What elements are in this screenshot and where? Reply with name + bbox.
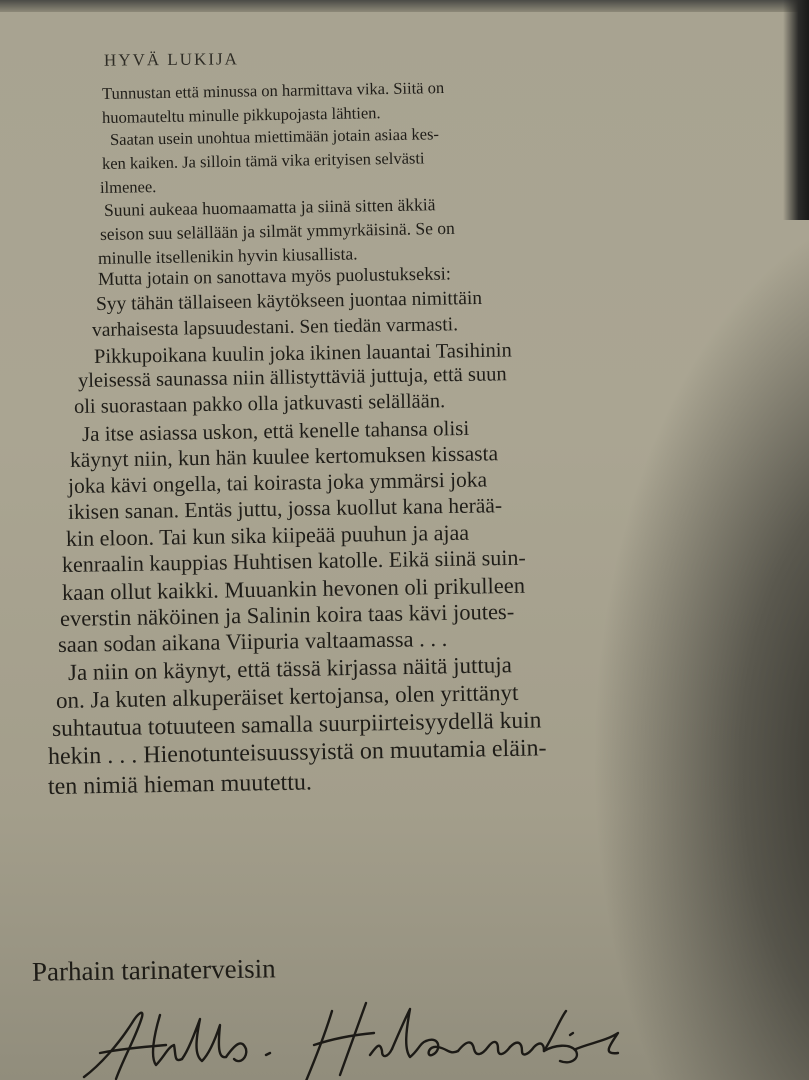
text-line: everstin näköinen ja Salinin koira taas kävi joutes- (59, 598, 515, 631)
text-line: hekin . . . Hienotunteisuussyistä on muutamia eläin- (47, 735, 547, 770)
text-line: yleisessä saunassa niin ällistyttäviä juttuja, että suun (77, 363, 507, 392)
text-line: ken kaiken. Ja silloin tämä vika erityisen selvästi (101, 148, 425, 173)
text-line: oli suorastaan pakko olla jatkuvasti selällään. (73, 390, 446, 418)
text-line: Ja itse asiassa uskon, että kenelle tahansa olisi (81, 415, 470, 446)
text-line: suhtautua totuuteen samalla suurpiirteisyydellä kuin (51, 707, 542, 742)
text-line: Tunnustan että minussa on harmittava vika. Siitä on (101, 78, 445, 103)
text-line: saan sodan aikana Viipuria valtaamassa . . . (57, 625, 448, 657)
text-line: Syy tähän tällaiseen käytökseen juontaa nimittäin (95, 287, 483, 315)
text-line: seison suu selällään ja silmät ymmyrkäisinä. Se on (99, 217, 455, 244)
text-line: käynyt niin, kun hän kuulee kertomuksen kissasta (69, 441, 499, 472)
text-line: ikisen sanan. Entäs juttu, jossa kuollut kana herää- (67, 493, 503, 524)
text-line: Mutta jotain on sanottava myös puolustukseksi: (97, 264, 452, 290)
text-line: kenraalin kauppias Huhtisen katolle. Eikä siinä suin- (61, 544, 526, 577)
page-right-shadow (783, 0, 809, 220)
text-line: ten nimiä hieman muutettu. (47, 769, 313, 800)
text-line: Pikkupoikana kuulin joka ikinen lauantai Tasihinin (93, 339, 512, 368)
text-line: Ja niin on käynyt, että tässä kirjassa näitä juttuja (67, 652, 513, 685)
text-line: Suuni aukeaa huomaamatta ja siinä sitten äkkiä (103, 194, 436, 220)
page-heading: HYVÄ LUKIJA (103, 49, 239, 70)
signature-image (70, 995, 630, 1080)
text-line: kaan ollut kaikki. Muuankin hevonen oli prikulleen (61, 572, 526, 605)
text-line: ilmenee. (99, 177, 157, 197)
closing-greeting: Parhain tarinaterveisin (31, 953, 276, 987)
text-line: joka kävi ongella, tai koirasta joka ymmärsi joka (67, 467, 488, 498)
text-line: minulle itsellenikin hyvin kiusallista. (97, 243, 358, 268)
text-line: kin eloon. Tai kun sika kiipeää puuhun ja ajaa (65, 519, 470, 551)
text-line: Saatan usein unohtua miettimään jotain asiaa kes- (109, 124, 440, 149)
page-top-edge (0, 0, 809, 12)
text-line: huomauteltu minulle pikkupojasta lähtien. (101, 103, 381, 127)
text-line: on. Ja kuten alkuperäiset kertojansa, olen yrittänyt (55, 679, 519, 713)
text-line: varhaisesta lapsuudestani. Sen tiedän varmasti. (91, 314, 459, 341)
